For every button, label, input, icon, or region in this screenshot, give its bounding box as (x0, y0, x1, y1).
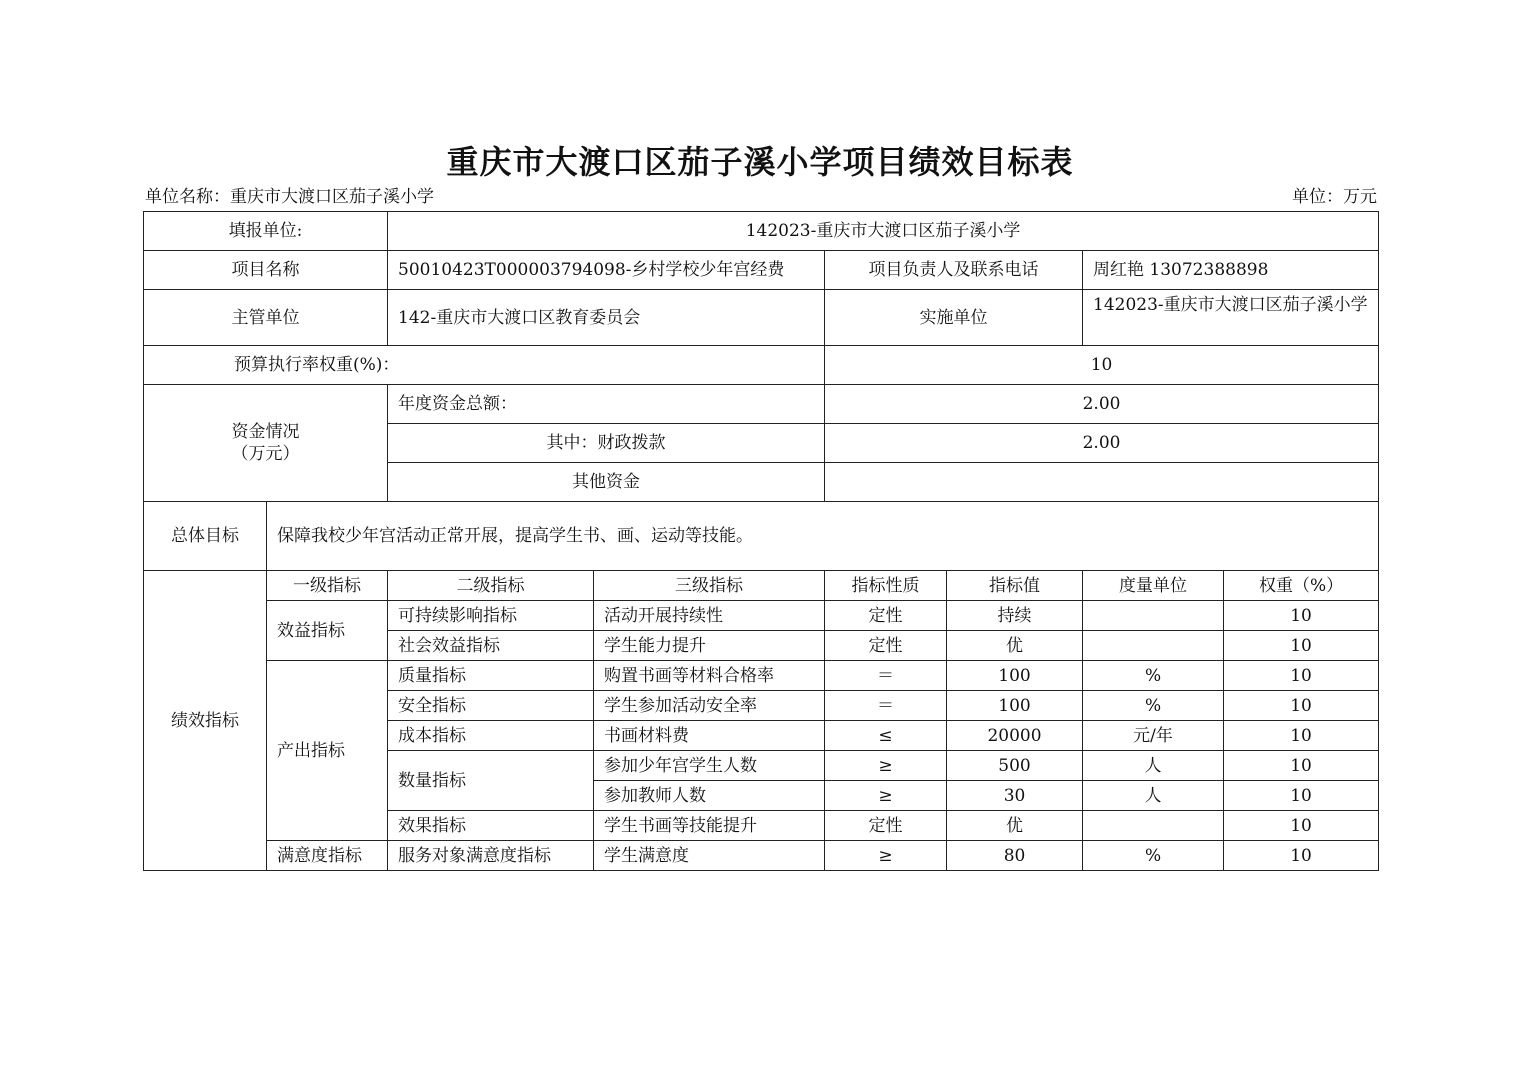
header-nature: 指标性质 (825, 571, 947, 601)
cell-value: 500 (947, 751, 1083, 781)
funds-label-line1: 资金情况 (231, 422, 300, 442)
cell-nature: ＝ (825, 661, 947, 691)
annual-total-value: 2.00 (825, 385, 1379, 424)
level1-output: 产出指标 (267, 661, 388, 841)
cell-level3: 学生参加活动安全率 (594, 691, 825, 721)
cell-level3: 学生能力提升 (594, 631, 825, 661)
cell-weight: 10 (1224, 631, 1379, 661)
cell-value: 100 (947, 661, 1083, 691)
other-funds-value (825, 463, 1379, 502)
cell-level2: 数量指标 (388, 751, 594, 811)
cell-weight: 10 (1224, 841, 1379, 871)
cell-weight: 10 (1224, 751, 1379, 781)
cell-value: 优 (947, 631, 1083, 661)
reporting-unit-label: 填报单位: (144, 212, 388, 251)
cell-value: 100 (947, 691, 1083, 721)
header-level3: 三级指标 (594, 571, 825, 601)
table-row (144, 841, 1379, 871)
reporting-unit-value: 142023-重庆市大渡口区茄子溪小学 (388, 212, 1379, 251)
cell-nature: 定性 (825, 601, 947, 631)
level1-benefit: 效益指标 (267, 601, 388, 661)
table-row (144, 346, 1379, 385)
cell-unit (1083, 631, 1224, 661)
cell-level2: 社会效益指标 (388, 631, 594, 661)
table-row (144, 601, 1379, 631)
cell-level3: 参加少年宫学生人数 (594, 751, 825, 781)
table-row (144, 385, 1379, 424)
funds-label (144, 385, 388, 502)
table-row (144, 290, 1379, 346)
cell-weight: 10 (1224, 811, 1379, 841)
authority-label: 主管单位 (144, 290, 388, 346)
cell-value: 80 (947, 841, 1083, 871)
header-unit: 度量单位 (1083, 571, 1224, 601)
header-level1: 一级指标 (267, 571, 388, 601)
cell-value: 20000 (947, 721, 1083, 751)
cell-level2: 安全指标 (388, 691, 594, 721)
cell-unit (1083, 601, 1224, 631)
annual-total-label: 年度资金总额： (388, 385, 825, 424)
cell-level3: 购置书画等材料合格率 (594, 661, 825, 691)
cell-value: 优 (947, 811, 1083, 841)
funds-label-line2: （万元） (231, 444, 300, 464)
budget-weight-value: 10 (825, 346, 1379, 385)
cell-weight: 10 (1224, 691, 1379, 721)
header-level2: 二级指标 (388, 571, 594, 601)
cell-level2: 服务对象满意度指标 (388, 841, 594, 871)
performance-target-table (143, 211, 1379, 871)
cell-nature: ≥ (825, 781, 947, 811)
authority-value: 142-重庆市大渡口区教育委员会 (388, 290, 825, 346)
currency-unit: 单位：万元 (1292, 187, 1377, 207)
cell-level3: 学生书画等技能提升 (594, 811, 825, 841)
cell-level3: 活动开展持续性 (594, 601, 825, 631)
cell-nature: ≤ (825, 721, 947, 751)
header-value: 指标值 (947, 571, 1083, 601)
project-name-value: 50010423T000003794098-乡村学校少年宫经费 (388, 251, 825, 290)
cell-nature: ＝ (825, 691, 947, 721)
cell-unit: 元/年 (1083, 721, 1224, 751)
cell-unit: % (1083, 691, 1224, 721)
cell-level3: 参加教师人数 (594, 781, 825, 811)
cell-level3: 书画材料费 (594, 721, 825, 751)
cell-nature: 定性 (825, 631, 947, 661)
table-row (144, 251, 1379, 290)
other-funds-label: 其他资金 (388, 463, 825, 502)
cell-weight: 10 (1224, 781, 1379, 811)
overall-goal-label: 总体目标 (144, 502, 267, 571)
cell-unit: 人 (1083, 781, 1224, 811)
cell-level2: 效果指标 (388, 811, 594, 841)
table-row (144, 502, 1379, 571)
cell-weight: 10 (1224, 661, 1379, 691)
cell-weight: 10 (1224, 721, 1379, 751)
cell-level2: 质量指标 (388, 661, 594, 691)
project-leader-value: 周红艳 13072388898 (1083, 251, 1379, 290)
cell-value: 30 (947, 781, 1083, 811)
cell-nature: 定性 (825, 811, 947, 841)
unit-name: 单位名称：重庆市大渡口区茄子溪小学 (145, 187, 434, 207)
overall-goal-value: 保障我校少年宫活动正常开展，提高学生书、画、运动等技能。 (267, 502, 1379, 571)
page-title: 重庆市大渡口区茄子溪小学项目绩效目标表 (446, 143, 1074, 181)
cell-unit: % (1083, 841, 1224, 871)
cell-unit (1083, 811, 1224, 841)
implementer-value: 142023-重庆市大渡口区茄子溪小学 (1083, 290, 1379, 346)
perf-label: 绩效指标 (144, 571, 267, 871)
header-weight: 权重（%） (1224, 571, 1379, 601)
level1-satisfaction: 满意度指标 (267, 841, 388, 871)
budget-weight-label: 预算执行率权重(%)： (144, 346, 825, 385)
cell-level2: 可持续影响指标 (388, 601, 594, 631)
table-header-row (144, 571, 1379, 601)
cell-level3: 学生满意度 (594, 841, 825, 871)
project-leader-label: 项目负责人及联系电话 (825, 251, 1083, 290)
fiscal-value: 2.00 (825, 424, 1379, 463)
fiscal-label: 其中：财政拨款 (388, 424, 825, 463)
cell-unit: % (1083, 661, 1224, 691)
cell-unit: 人 (1083, 751, 1224, 781)
cell-weight: 10 (1224, 601, 1379, 631)
cell-nature: ≥ (825, 751, 947, 781)
project-name-label: 项目名称 (144, 251, 388, 290)
cell-level2: 成本指标 (388, 721, 594, 751)
cell-value: 持续 (947, 601, 1083, 631)
cell-nature: ≥ (825, 841, 947, 871)
implementer-label: 实施单位 (825, 290, 1083, 346)
table-row (144, 661, 1379, 691)
table-row (144, 212, 1379, 251)
